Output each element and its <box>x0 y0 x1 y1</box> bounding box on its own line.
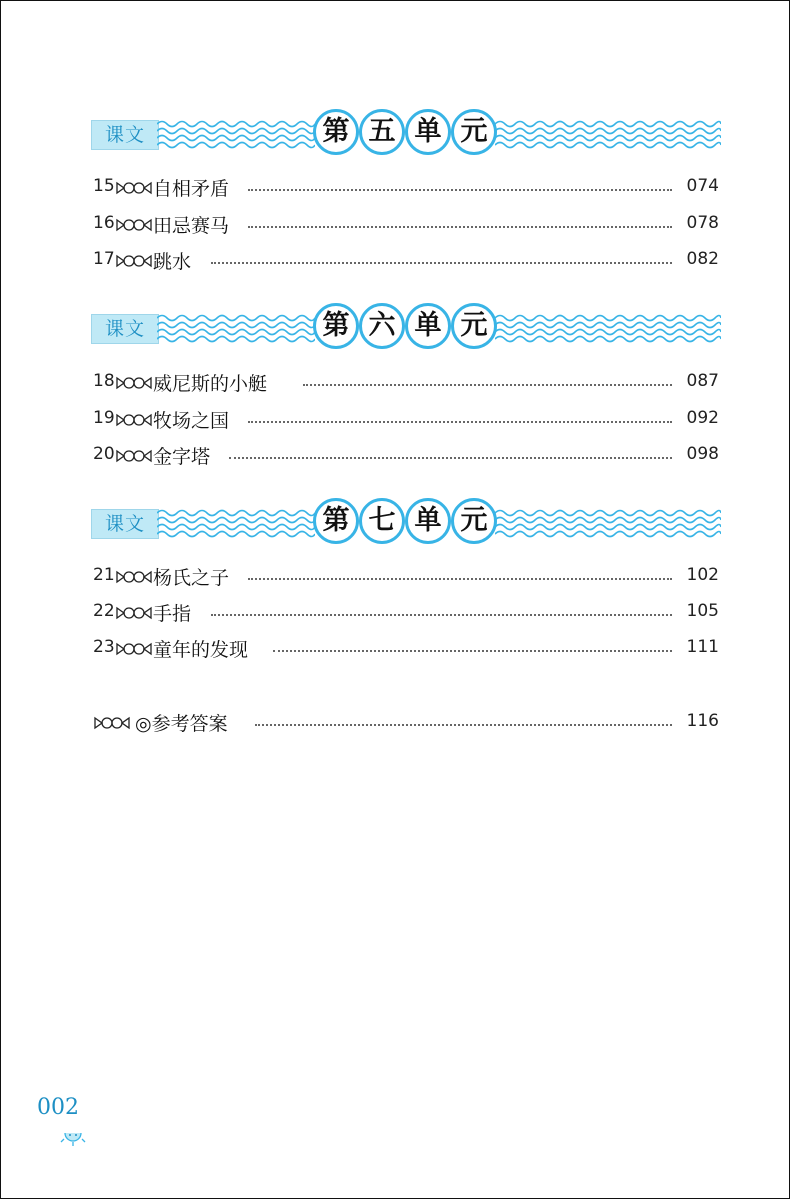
page-number: 111 <box>686 637 719 657</box>
page-number: 105 <box>686 601 719 621</box>
lesson-number: 21 <box>93 565 115 585</box>
candy-icon <box>115 253 153 269</box>
toc-entry[interactable] <box>93 598 723 628</box>
heading-char: 单 <box>405 303 451 349</box>
dot-leader <box>248 578 672 580</box>
heading-char: 第 <box>313 498 359 544</box>
page-number: 098 <box>686 444 719 464</box>
lesson-number: 22 <box>93 601 115 621</box>
dot-leader <box>211 614 672 616</box>
candy-icon <box>115 375 153 391</box>
toc-entry[interactable] <box>93 246 723 276</box>
lesson-title: 威尼斯的小艇 <box>153 373 268 395</box>
candy-icon <box>115 412 153 428</box>
lesson-title: 杨氏之子 <box>153 567 230 589</box>
heading-char: 元 <box>451 109 497 155</box>
unit-heading <box>313 498 499 546</box>
unit-heading <box>313 303 499 351</box>
dot-leader <box>211 262 672 264</box>
toc-entry[interactable] <box>93 368 723 398</box>
heading-char: 第 <box>313 303 359 349</box>
heading-char: 单 <box>405 109 451 155</box>
lesson-number: 18 <box>93 371 115 391</box>
dot-leader <box>248 226 672 228</box>
lesson-title: 牧场之国 <box>153 410 230 432</box>
toc-entry[interactable] <box>93 405 723 435</box>
toc-entry[interactable] <box>93 173 723 203</box>
wave-decoration <box>495 116 721 152</box>
page-number: 116 <box>686 711 719 731</box>
page-number: 074 <box>686 176 719 196</box>
dot-leader <box>303 384 672 386</box>
lesson-title: 田忌赛马 <box>153 215 230 237</box>
wave-decoration <box>495 310 721 346</box>
heading-char: 单 <box>405 498 451 544</box>
lesson-title: 手指 <box>153 603 192 625</box>
toc-entry[interactable] <box>93 441 723 471</box>
lesson-number: 20 <box>93 444 115 464</box>
heading-char: 第 <box>313 109 359 155</box>
lesson-number: 17 <box>93 249 115 269</box>
candy-icon <box>115 180 153 196</box>
unit-banner <box>1 493 790 553</box>
lesson-title: 跳水 <box>153 251 192 273</box>
lesson-title: 金字塔 <box>153 446 211 468</box>
candy-icon <box>115 217 153 233</box>
dot-leader <box>255 724 672 726</box>
page-number: 102 <box>686 565 719 585</box>
page-number: 078 <box>686 213 719 233</box>
page-number: 087 <box>686 371 719 391</box>
unit-heading <box>313 109 499 157</box>
lesson-title: 童年的发现 <box>153 639 249 661</box>
page-number: 082 <box>686 249 719 269</box>
unit-banner <box>1 104 790 164</box>
sun-icon <box>59 1125 87 1147</box>
answers-entry[interactable] <box>93 708 723 738</box>
wave-decoration <box>157 505 315 541</box>
lesson-title: 自相矛盾 <box>153 178 230 200</box>
heading-char: 七 <box>359 498 405 544</box>
wave-decoration <box>157 116 315 152</box>
toc-entry[interactable] <box>93 562 723 592</box>
dot-leader <box>273 650 672 652</box>
heading-char: 六 <box>359 303 405 349</box>
candy-icon <box>93 715 131 731</box>
dot-leader <box>248 421 672 423</box>
kewen-tag: 课文 <box>91 509 159 539</box>
dot-leader <box>229 457 672 459</box>
candy-icon <box>115 448 153 464</box>
wave-decoration <box>157 310 315 346</box>
toc-entry[interactable] <box>93 210 723 240</box>
page-folio: 002 <box>37 1095 79 1120</box>
page-number: 092 <box>686 408 719 428</box>
unit-section <box>1 493 790 661</box>
unit-banner <box>1 298 790 358</box>
lesson-number: 15 <box>93 176 115 196</box>
lesson-number: 19 <box>93 408 115 428</box>
unit-section <box>1 104 790 273</box>
candy-icon <box>115 605 153 621</box>
kewen-tag: 课文 <box>91 120 159 150</box>
candy-icon <box>115 641 153 657</box>
lesson-number: 16 <box>93 213 115 233</box>
heading-char: 元 <box>451 498 497 544</box>
heading-char: 元 <box>451 303 497 349</box>
unit-section <box>1 298 790 468</box>
candy-icon <box>115 569 153 585</box>
lesson-number: 23 <box>93 637 115 657</box>
heading-char: 五 <box>359 109 405 155</box>
dot-leader <box>248 189 672 191</box>
answers-title: ◎参考答案 <box>135 713 228 735</box>
kewen-tag: 课文 <box>91 314 159 344</box>
wave-decoration <box>495 505 721 541</box>
toc-entry[interactable] <box>93 634 723 664</box>
